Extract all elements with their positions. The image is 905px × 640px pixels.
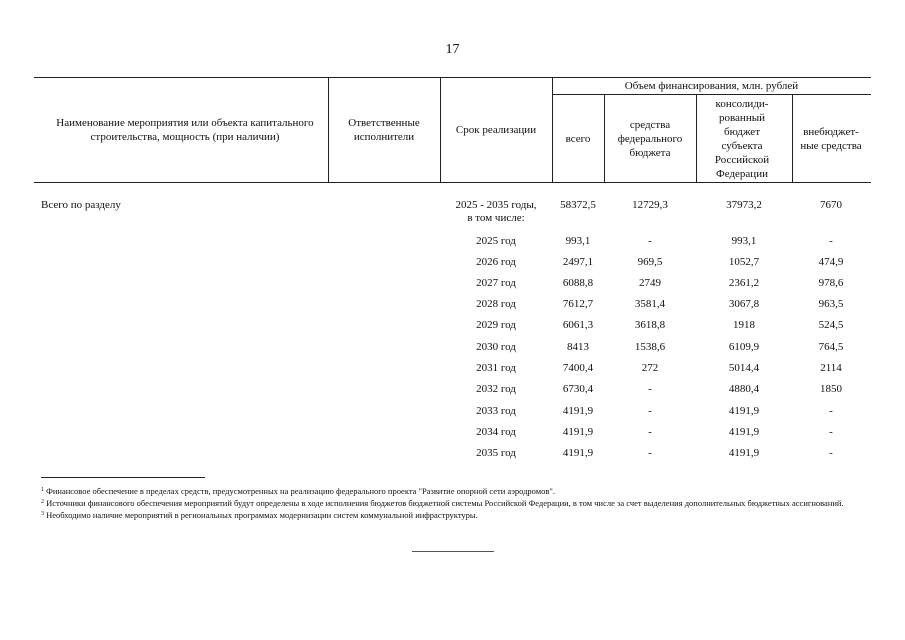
row-federal: 2749	[639, 277, 661, 289]
footnote	[41, 497, 871, 509]
row-name: Всего по разделу	[41, 199, 121, 211]
row-total: 4191,9	[562, 405, 594, 417]
row-extrabudget: 2114	[820, 362, 842, 374]
table-row	[0, 252, 905, 272]
row-total: 6088,8	[562, 277, 594, 289]
column-divider	[696, 94, 697, 182]
header-responsible: Ответственные исполнители	[348, 117, 420, 143]
row-total: 7400,4	[562, 362, 594, 374]
row-total: 4191,9	[562, 426, 594, 438]
header-total: всего	[565, 132, 591, 145]
row-regional: 37973,2	[726, 199, 762, 211]
row-period: 2033 год	[476, 405, 516, 417]
row-federal: -	[648, 426, 652, 438]
row-total: 2497,1	[562, 256, 594, 268]
row-total: 8413	[567, 341, 589, 353]
row-period: 2031 год	[476, 362, 516, 374]
column-divider	[328, 77, 329, 182]
row-period: 2025 год	[476, 235, 516, 247]
footnote-text: Финансовое обеспечение в пределах средств, предусмотренных на реализацию федерального проекта "Развитие опорной сети аэродромов".	[46, 486, 555, 496]
period-line: 2025 - 2035 годы,	[455, 199, 537, 211]
row-extrabudget: -	[829, 426, 833, 438]
row-federal: 1538,6	[634, 341, 666, 353]
footnote-mark: 2	[41, 499, 44, 505]
table-row	[0, 273, 905, 293]
row-extrabudget: 524,5	[818, 319, 844, 331]
row-federal: 969,5	[637, 256, 663, 268]
row-regional: 4191,9	[728, 447, 760, 459]
row-period: 2030 год	[476, 341, 516, 353]
period-line: в том числе:	[467, 212, 525, 224]
table-row	[0, 401, 905, 421]
row-federal: -	[648, 405, 652, 417]
table-row	[0, 231, 905, 251]
row-regional: 4191,9	[728, 405, 760, 417]
row-extrabudget: 963,5	[818, 298, 844, 310]
row-extrabudget: 474,9	[818, 256, 844, 268]
row-extrabudget: -	[829, 447, 833, 459]
row-period: 2035 год	[476, 447, 516, 459]
row-total: 6061,3	[562, 319, 594, 331]
table-row	[0, 379, 905, 399]
row-period: 2028 год	[476, 298, 516, 310]
footnote	[41, 485, 871, 497]
row-extrabudget: 764,5	[818, 341, 844, 353]
footnotes	[41, 485, 871, 521]
footnote-text: Необходимо наличие мероприятий в региональных программах модернизации систем коммунальной инфраструктуры.	[46, 510, 478, 520]
header-bottom-border	[34, 182, 871, 183]
column-divider	[604, 94, 605, 182]
end-rule	[412, 551, 494, 552]
row-extrabudget: 1850	[820, 383, 842, 395]
footnote	[41, 509, 871, 521]
row-federal: -	[648, 447, 652, 459]
header-period: Срок реализации	[455, 124, 537, 136]
row-regional: 4880,4	[728, 383, 760, 395]
row-federal: 12729,3	[632, 199, 668, 211]
row-period: 2026 год	[476, 256, 516, 268]
row-period	[440, 199, 552, 225]
header-extrabudget: внебюджет-ные средства	[800, 125, 862, 152]
row-total: 58372,5	[560, 199, 596, 211]
row-period: 2032 год	[476, 383, 516, 395]
row-extrabudget: 978,6	[818, 277, 844, 289]
footnote-text: Источники финансового обеспечения мероприятий будут определены в ходе исполнения бюджетов бюджетной системы Российской Федерации, в том числе за счет выделения дополнительных бюджетных ассигнований.	[46, 498, 844, 508]
row-total: 7612,7	[562, 298, 594, 310]
row-period: 2034 год	[476, 426, 516, 438]
header-federal: средства федерального бюджета	[617, 118, 683, 159]
row-regional: 5014,4	[728, 362, 760, 374]
row-regional: 1918	[733, 319, 755, 331]
row-period: 2029 год	[476, 319, 516, 331]
row-extrabudget: 7670	[820, 199, 842, 211]
table-row	[0, 337, 905, 357]
row-federal: -	[648, 235, 652, 247]
table-row	[0, 294, 905, 314]
table-row	[0, 422, 905, 442]
table-row	[0, 443, 905, 463]
column-divider	[792, 94, 793, 182]
header-funding-group: Объем финансирования, млн. рублей	[624, 80, 799, 92]
row-regional: 6109,9	[728, 341, 760, 353]
row-total: 993,1	[565, 235, 591, 247]
row-federal: 272	[641, 362, 659, 374]
row-regional: 993,1	[731, 235, 757, 247]
row-extrabudget: -	[829, 405, 833, 417]
row-total: 4191,9	[562, 447, 594, 459]
column-divider	[440, 77, 441, 182]
row-total: 6730,4	[562, 383, 594, 395]
row-federal: 3618,8	[634, 319, 666, 331]
row-regional: 4191,9	[728, 426, 760, 438]
column-divider	[552, 77, 553, 182]
row-regional: 2361,2	[728, 277, 760, 289]
row-federal: -	[648, 383, 652, 395]
footnote-separator	[41, 477, 205, 478]
page-number: 17	[445, 42, 460, 57]
row-extrabudget: -	[829, 235, 833, 247]
header-regional: консолиди-рованный бюджет субъекта Российской Федерации	[714, 97, 770, 180]
table-row	[0, 358, 905, 378]
header-name: Наименование мероприятия или объекта капитального строительства, мощность (при наличии)	[56, 117, 314, 143]
row-regional: 3067,8	[728, 298, 760, 310]
footnote-mark: 3	[41, 511, 44, 517]
footnote-mark: 1	[41, 487, 44, 493]
table-row	[0, 315, 905, 335]
row-period: 2027 год	[476, 277, 516, 289]
row-regional: 1052,7	[728, 256, 760, 268]
row-federal: 3581,4	[634, 298, 666, 310]
